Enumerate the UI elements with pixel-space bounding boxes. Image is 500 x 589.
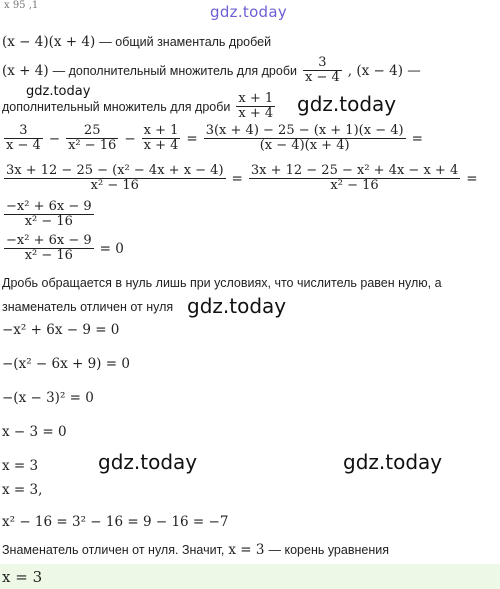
operator-equals: = [186, 130, 198, 147]
fraction-numerator: 3(x + 4) − 25 − (x + 1)(x − 4) [205, 123, 404, 138]
fraction-numerator: 3x + 12 − 25 − (x² − 4x + x − 4) [6, 163, 224, 178]
text-conclusion-tail: — корень уравнения [268, 543, 389, 557]
equation-4 [2, 234, 124, 263]
math-step-7: x² − 16 = 3² − 16 = 9 − 16 = −7 [2, 514, 229, 530]
fraction-denominator: x − 4 [6, 138, 41, 153]
watermark-small: gdz.today [26, 84, 91, 99]
eq2-fraction-1 [4, 164, 226, 193]
text-common-denominator: — общий знаменталь дробей [99, 35, 272, 49]
eq2-fraction-2 [249, 164, 460, 193]
operator-equals: = [411, 130, 423, 147]
operator-minus: − [124, 130, 136, 147]
operator-equals: = [231, 170, 243, 187]
math-multiplier-2: , (x − 4) — [347, 62, 421, 79]
math-step-1: −x² + 6x − 9 = 0 [2, 322, 120, 338]
fraction-numerator: −x² + 6x − 9 [6, 233, 92, 248]
step-3 [2, 390, 94, 406]
step-2 [2, 356, 130, 372]
eq3-fraction [4, 200, 94, 229]
fraction-numerator: 3 [19, 123, 28, 138]
step-1 [2, 322, 119, 338]
eq1-fraction-2 [66, 124, 118, 153]
step-4 [2, 424, 67, 440]
equation-2 [2, 164, 478, 193]
text-multiplier-2: дополнительный множитель для дроби [2, 99, 231, 114]
answer-line [2, 568, 42, 586]
fraction-numerator: −x² + 6x − 9 [6, 199, 92, 214]
watermark-mid: gdz.today [297, 92, 397, 116]
fraction-x-plus-1-over-x-plus-4 [236, 92, 275, 121]
fraction-denominator: x² − 16 [24, 248, 73, 263]
eq1-fraction-3 [142, 124, 181, 153]
math-common-denominator: (x − 4)(x + 4) [2, 34, 96, 50]
equation-1 [2, 124, 423, 153]
line-conclusion [2, 542, 389, 558]
eq1-fraction-1 [4, 124, 43, 153]
math-step-4: x − 3 = 0 [2, 424, 67, 440]
fraction-denominator: x² − 16 [24, 214, 73, 229]
equals-zero: = 0 [99, 240, 124, 257]
fraction-denominator: x² − 16 [68, 138, 117, 153]
cut-off-line: x 95 ,1 [4, 0, 39, 11]
fraction-numerator: 3x + 12 − 25 − x² + 4x − x + 4 [250, 163, 459, 178]
fraction-denominator: x + 4 [143, 138, 179, 153]
math-step-5: x = 3 [2, 458, 39, 474]
text-condition-1: Дробь обращается в нуль лишь при условиях, что числитель равен нулю, а [2, 276, 442, 290]
line-condition-1 [2, 276, 442, 290]
watermark-top: gdz.today [210, 3, 288, 21]
watermark-bottom-right: gdz.today [343, 450, 443, 474]
fraction-numerator: x + 1 [143, 123, 179, 138]
watermark-bottom-left: gdz.today [98, 450, 198, 474]
operator-equals: = [466, 170, 478, 187]
answer-value: x = 3 [2, 568, 43, 586]
step-7 [2, 514, 228, 530]
math-step-3: −(x − 3)² = 0 [2, 390, 94, 406]
math-step-2: −(x² − 6x + 9) = 0 [2, 356, 130, 372]
eq4-fraction [4, 234, 94, 263]
text-multiplier-1: — дополнительный множитель для дроби [52, 63, 297, 78]
math-multiplier-1: (x + 4) [2, 62, 49, 79]
operator-minus: − [48, 130, 61, 147]
fraction-denominator: x − 4 [304, 70, 340, 85]
fraction-denominator: x² − 16 [330, 178, 379, 193]
line-multiplier-1 [2, 56, 421, 85]
fraction-numerator: 3 [318, 55, 327, 70]
math-conclusion: x = 3 [228, 542, 265, 558]
line-common-denominator [2, 34, 271, 50]
watermark-condition: gdz.today [187, 294, 287, 318]
step-5 [2, 458, 38, 474]
fraction-denominator: x + 4 [238, 106, 274, 121]
text-conclusion: Знаменатель отличен от нуля. Значит, [2, 543, 225, 557]
line-multiplier-2 [2, 92, 277, 121]
equation-3 [2, 200, 96, 229]
fraction-numerator: 25 [83, 123, 101, 138]
answer-highlight [0, 564, 500, 589]
fraction-denominator: x² − 16 [90, 178, 139, 193]
fraction-denominator: (x − 4)(x + 4) [259, 138, 350, 153]
fraction-3-over-x-minus-4 [303, 56, 342, 85]
math-step-6: x = 3, [2, 482, 43, 498]
step-6 [2, 482, 42, 498]
eq1-fraction-combined [204, 124, 406, 153]
text-condition-2: знаменатель отличен от нуля [2, 300, 174, 314]
line-condition-2 [2, 300, 173, 314]
fraction-numerator: x + 1 [238, 91, 274, 106]
